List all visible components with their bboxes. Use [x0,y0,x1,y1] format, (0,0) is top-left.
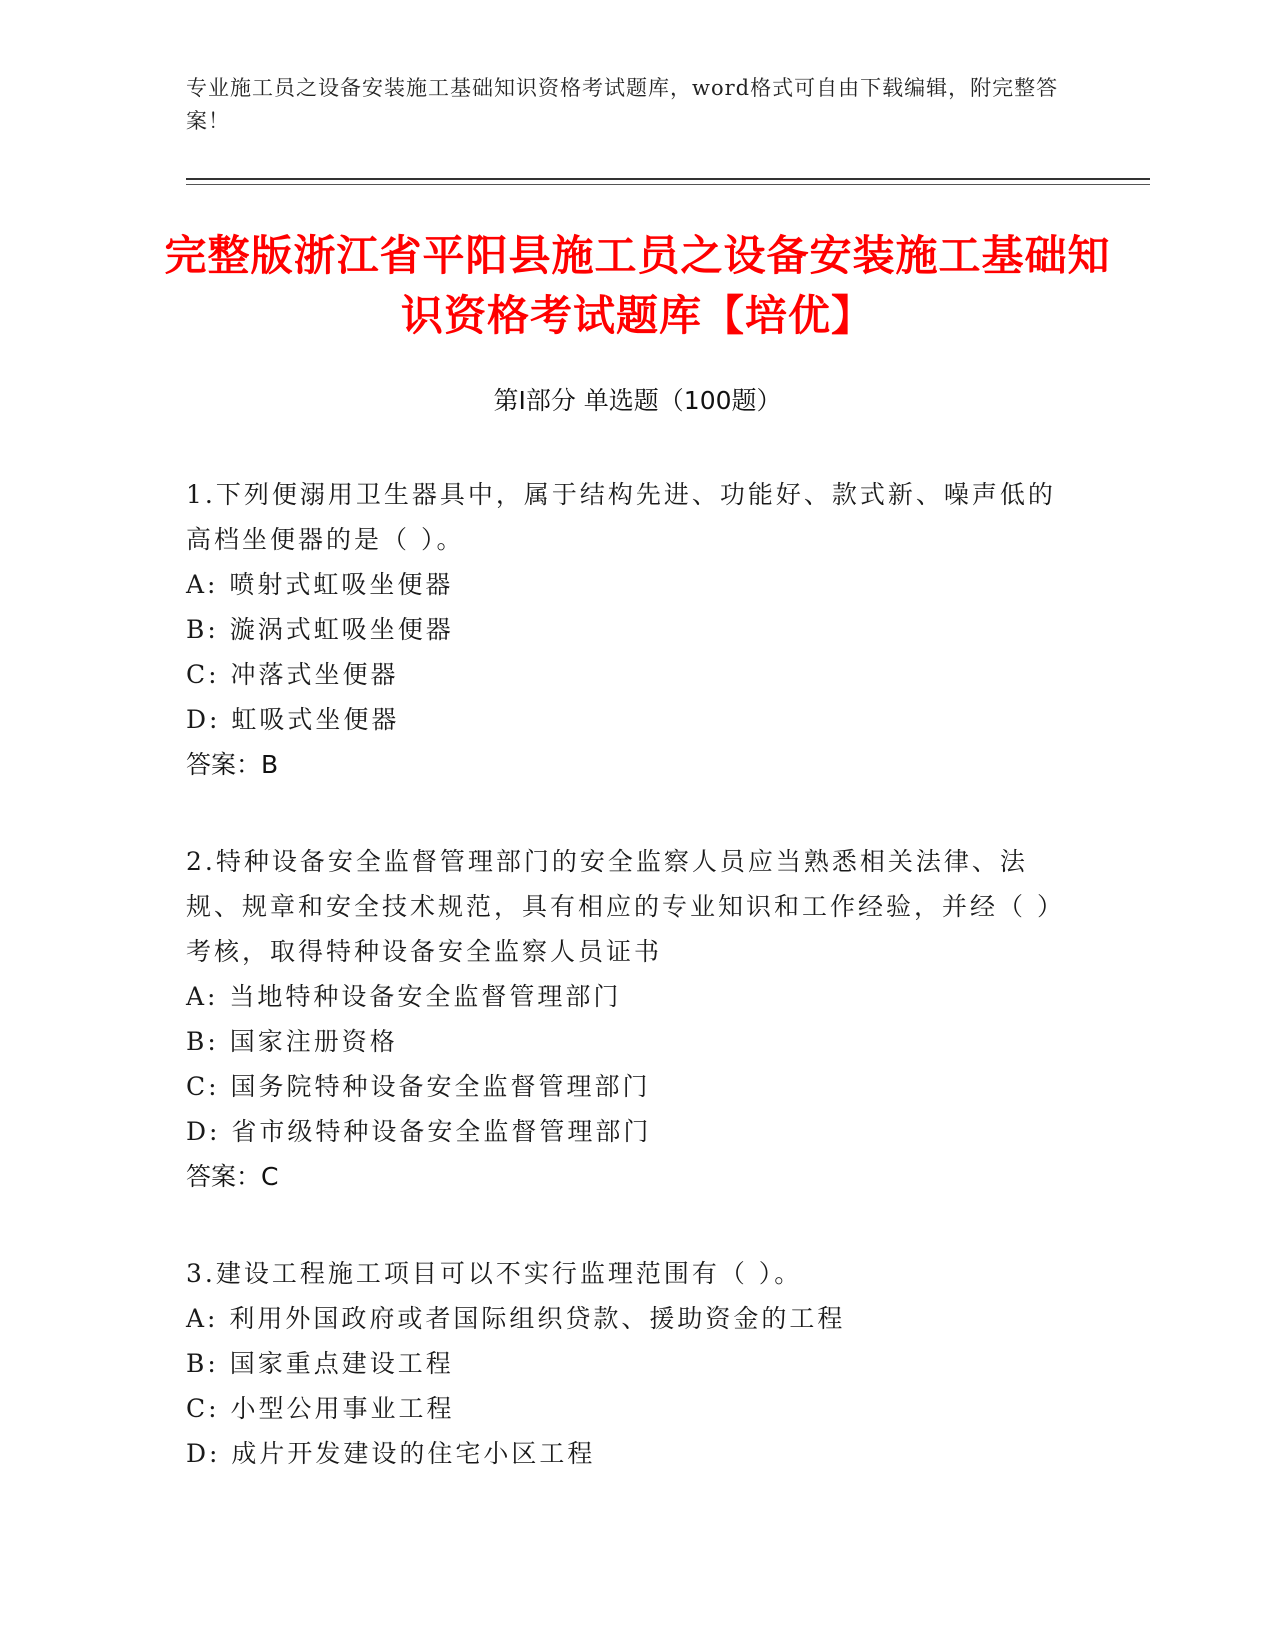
question-2 [186,839,1066,1199]
answer-line: 答案：B [186,750,279,779]
document-title: 完整版浙江省平阳县施工员之设备安装施工基础知识资格考试题库【培优】 [164,231,1111,340]
header-note: 专业施工员之设备安装施工基础知识资格考试题库，word格式可自由下载编辑，附完整答案！ [186,76,1059,133]
question-stem: 1.下列便溺用卫生器具中，属于结构先进、功能好、款式新、噪声低的高档坐便器的是（ ）。 [186,480,1056,554]
option-a: A: 利用外国政府或者国际组织贷款、援助资金的工程 [186,1304,846,1333]
question-1 [186,472,1066,787]
header-divider-thick [186,178,1150,180]
option-a: A: 喷射式虹吸坐便器 [186,570,454,599]
question-stem: 3.建设工程施工项目可以不实行监理范围有（ ）。 [186,1259,803,1288]
question-stem: 2.特种设备安全监督管理部门的安全监察人员应当熟悉相关法律、法规、规章和安全技术规范，具有相应的专业知识和工作经验，并经（ ）考核，取得特种设备安全监察人员证书 [186,847,1065,966]
option-b: B: 漩涡式虹吸坐便器 [186,615,454,644]
option-c: C: 小型公用事业工程 [186,1394,455,1423]
option-c: C: 冲落式坐便器 [186,660,399,689]
option-d: D: 虹吸式坐便器 [186,705,400,734]
answer-line: 答案：C [186,1162,279,1191]
option-b: B: 国家注册资格 [186,1027,398,1056]
section-heading: 第Ⅰ部分 单选题（100题） [493,386,782,415]
option-c: C: 国务院特种设备安全监督管理部门 [186,1072,651,1101]
option-b: B: 国家重点建设工程 [186,1349,454,1378]
option-a: A: 当地特种设备安全监督管理部门 [186,982,622,1011]
option-d: D: 省市级特种设备安全监督管理部门 [186,1117,652,1146]
question-list [186,472,1066,1528]
question-3 [186,1251,1066,1476]
option-d: D: 成片开发建设的住宅小区工程 [186,1439,596,1468]
header-divider-thin [186,184,1150,185]
